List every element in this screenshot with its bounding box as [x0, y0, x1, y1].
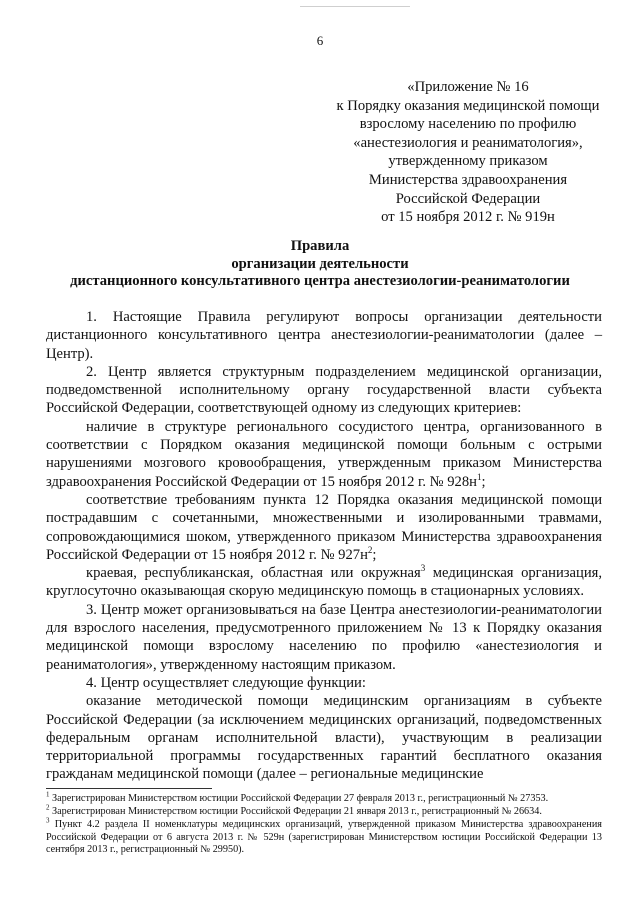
scan-top-rule	[300, 6, 410, 7]
footnote-mark: 3	[46, 817, 50, 826]
appendix-line: Министерства здравоохранения	[368, 171, 568, 188]
paragraph-criterion-3	[46, 564, 602, 601]
appendix-line: от 15 ноября 2012 г. № 919н	[381, 209, 555, 226]
footnote-mark: 2	[46, 803, 50, 812]
document-body	[46, 308, 602, 784]
paragraph-function-1: оказание методической помощи медицинским организациям в субъекте Российской Федерации (за исключением медицинских организаций, подведомственных федеральным органам исполнительной власти), участвующим в реализации территориальной программы государственных гарантий бесплатного оказания гражданам медицинской помощи (далее – региональные медицинские	[46, 693, 602, 783]
footnote-3	[46, 819, 602, 856]
paragraph-text: соответствие требованиям пункта 12 Порядка оказания медицинской помощи пострадавшим с сочетанными, множественными и изолированными травмами, сопровождающимися шоком, утвержденного приказом Министерства здравоохранения Российской Федерации от 15 ноября 2012 г. № 927н	[46, 491, 602, 563]
document-title	[40, 238, 600, 291]
title-line: Правила	[290, 238, 350, 254]
appendix-line: утвержденному приказом	[388, 153, 548, 170]
paragraph-tail: ;	[372, 546, 377, 563]
appendix-line: к Порядку оказания медицинской помощи	[336, 97, 600, 114]
footnote-text: Пункт 4.2 раздела II номенклатуры медицинских организаций, утвержденной приказом Министерства здравоохранения Российской Федерации от 6 августа 2013 г. № 529н (зарегистрирован Министерством юстиции Российской Федерации 13 сентября 2013 г., регистрационный № 29950).	[46, 819, 602, 855]
paragraph-text: краевая, республиканская, областная или окружная	[86, 565, 421, 582]
footnote-ref-2: 2	[367, 545, 373, 555]
title-line: организации деятельности	[231, 255, 409, 272]
footnote-ref-3: 3	[420, 563, 426, 574]
appendix-line: Российской Федерации	[395, 190, 541, 207]
appendix-line: «анестезиология и реаниматология»,	[353, 134, 583, 151]
paragraph-tail: ;	[481, 473, 486, 490]
footnotes	[46, 790, 602, 857]
appendix-line: «Приложение № 16	[407, 79, 529, 95]
footnote-ref-1: 1	[476, 471, 482, 482]
footnote-1	[46, 790, 602, 805]
paragraph-criterion-2	[46, 491, 602, 564]
footnote-text: Зарегистрирован Министерством юстиции Российской Федерации 27 февраля 2013 г., регистрационный № 27353.	[52, 793, 549, 804]
paragraph-tail: медицинская организация, круглосуточно оказывающая скорую медицинскую помощь в стационарных условиях.	[46, 565, 602, 600]
paragraph-criterion-1	[46, 418, 602, 491]
title-line: дистанционного консультативного центра анестезиологии-реаниматологии	[70, 273, 570, 289]
appendix-line: взрослому населению по профилю	[359, 116, 577, 133]
paragraph-1: 1. Настоящие Правила регулируют вопросы организации деятельности дистанционного консультативного центра анестезиологии-реаниматологии (далее – Центр).	[46, 309, 602, 362]
footnote-separator	[46, 788, 212, 789]
footnote-mark: 1	[46, 790, 50, 799]
paragraph-text: наличие в структуре регионального сосудистого центра, организованного в соответствии с Порядком оказания медицинской помощи больным с острыми нарушениями мозгового кровообращения, утвержденным приказом Министерства здравоохранения Российской Федерации от 15 ноября 2012 г. № 928н	[46, 418, 602, 490]
footnote-text: Зарегистрирован Министерством юстиции Российской Федерации 21 января 2013 г., регистрационный № 26634.	[52, 806, 542, 818]
appendix-header	[318, 78, 618, 227]
footnote-2	[46, 803, 602, 818]
paragraph-2: 2. Центр является структурным подразделением медицинской организации, подведомственной исполнительному органу государственной власти субъекта Российской Федерации, соответствующей одному из следующих критериев:	[46, 363, 602, 417]
paragraph-3: 3. Центр может организовываться на базе Центра анестезиологии-реаниматологии для взрослого населения, предусмотренного приложением № 13 к Порядку оказания медицинской помощи взрослому населению по профилю «анестезиология и реаниматология», утвержденному настоящим приказом.	[46, 601, 602, 673]
paragraph-4: 4. Центр осуществляет следующие функции:	[86, 674, 366, 691]
page-number: 6	[316, 33, 324, 48]
